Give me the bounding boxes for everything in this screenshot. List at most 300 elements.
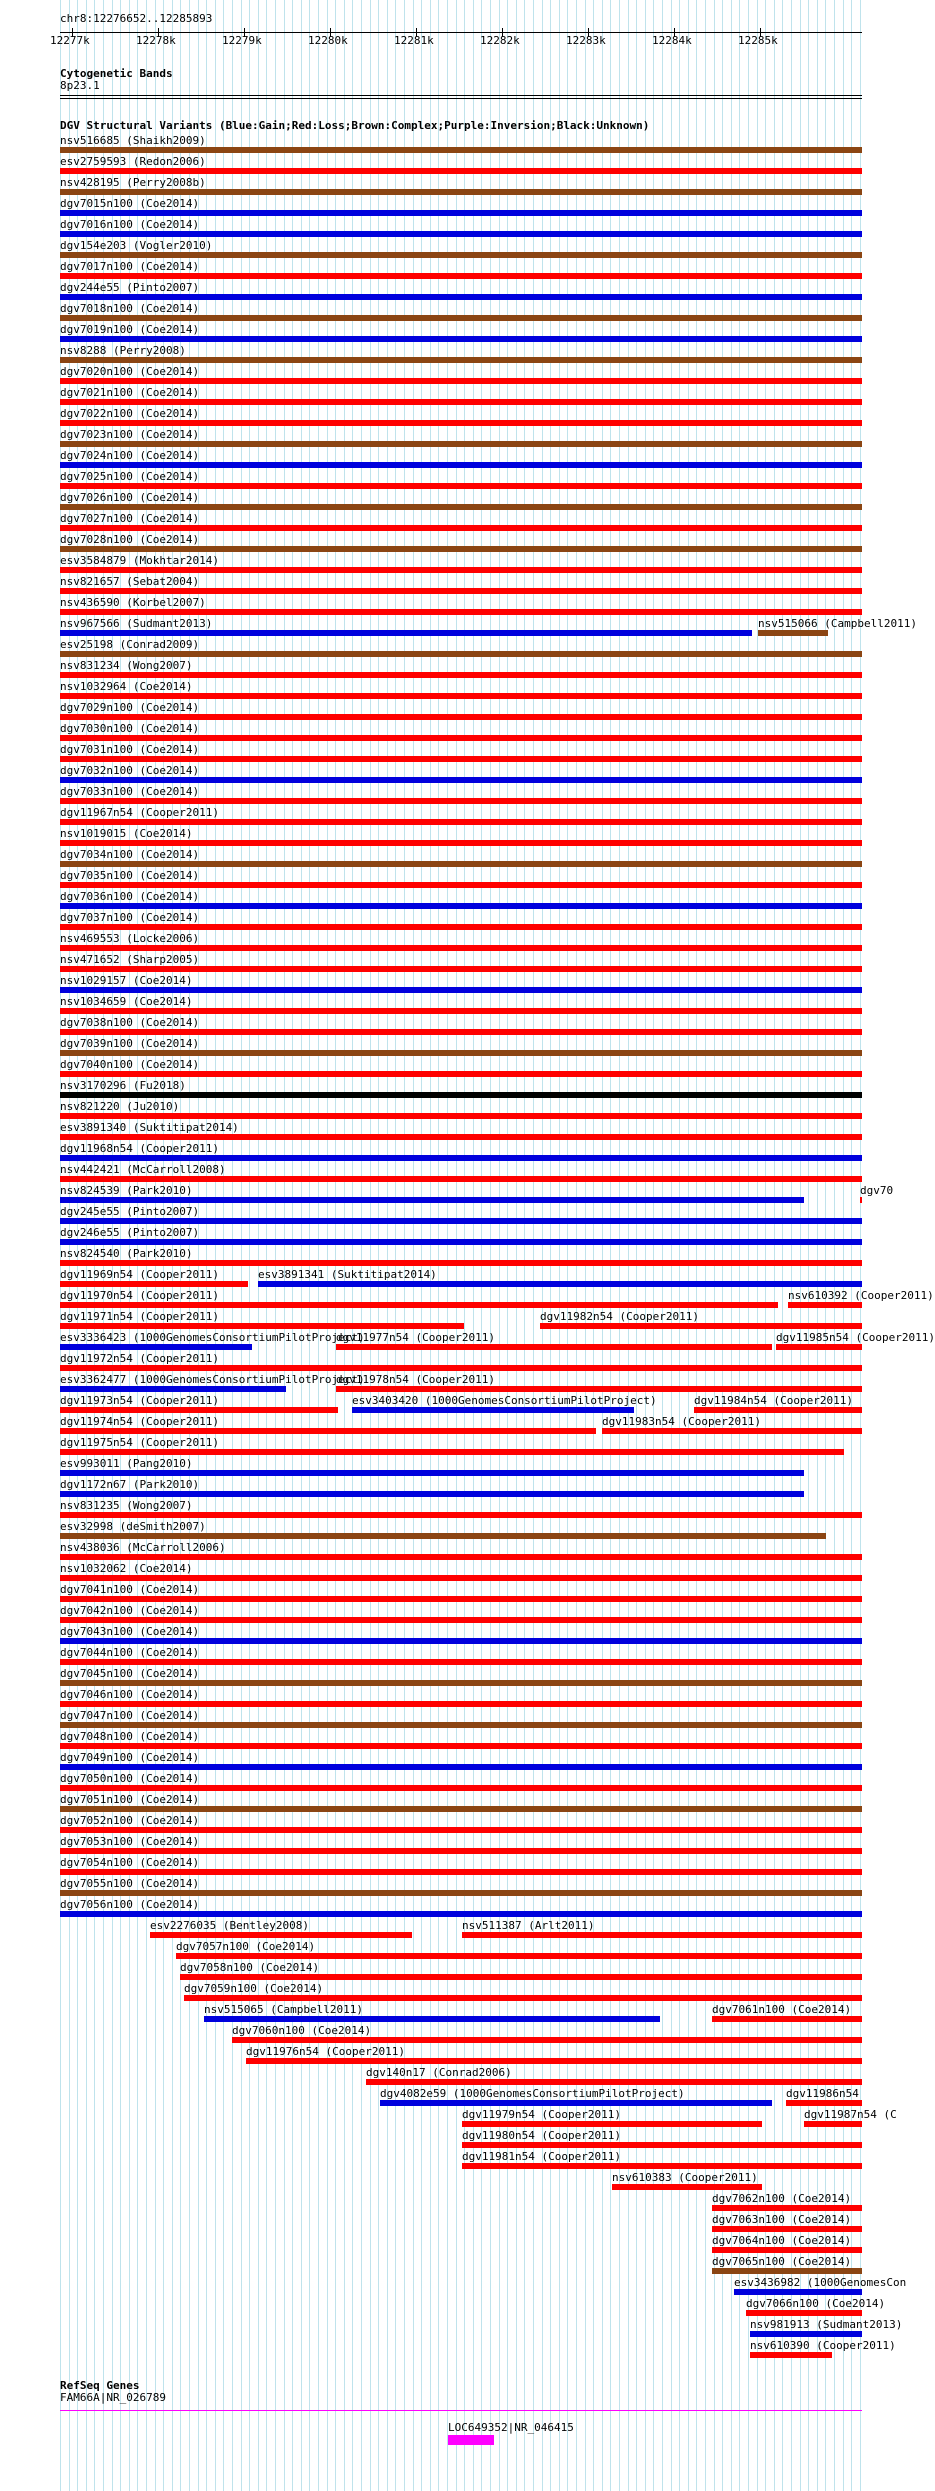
dgv-feature-label[interactable]: nsv471652 (Sharp2005) <box>60 953 200 966</box>
dgv-feature-bar[interactable] <box>336 1344 772 1350</box>
dgv-feature-bar[interactable] <box>60 588 862 594</box>
dgv-feature-bar[interactable] <box>612 2184 762 2190</box>
dgv-feature-bar[interactable] <box>60 1239 862 1245</box>
refseq-gene-label[interactable]: FAM66A|NR_026789 <box>60 2391 166 2404</box>
dgv-feature-label[interactable]: dgv7041n100 (Coe2014) <box>60 1583 200 1596</box>
grid-line <box>361 0 362 2491</box>
dgv-feature-bar[interactable] <box>60 1512 862 1518</box>
dgv-feature-label[interactable]: dgv7046n100 (Coe2014) <box>60 1688 200 1701</box>
dgv-feature-label[interactable]: dgv7064n100 (Coe2014) <box>712 2234 852 2247</box>
dgv-feature-label[interactable]: dgv7019n100 (Coe2014) <box>60 323 200 336</box>
dgv-feature-bar[interactable] <box>60 273 862 279</box>
dgv-feature-bar[interactable] <box>60 189 862 195</box>
dgv-feature-label[interactable]: nsv1019015 (Coe2014) <box>60 827 193 840</box>
grid-line <box>722 0 723 2491</box>
dgv-feature-label[interactable]: nsv981913 (Sudmant2013) <box>750 2318 903 2331</box>
dgv-feature-label[interactable]: dgv11982n54 (Cooper2011) <box>540 1310 699 1323</box>
dgv-feature-label[interactable]: dgv7059n100 (Coe2014) <box>184 1982 324 1995</box>
grid-line <box>284 0 285 2491</box>
dgv-feature-bar[interactable] <box>60 1701 862 1707</box>
dgv-feature-bar[interactable] <box>60 399 862 405</box>
dgv-feature-bar[interactable] <box>176 1953 862 1959</box>
dgv-feature-label[interactable]: esv32998 (deSmith2007) <box>60 1520 206 1533</box>
dgv-feature-bar[interactable] <box>712 2247 862 2253</box>
dgv-feature-bar[interactable] <box>758 630 828 636</box>
dgv-feature-label[interactable]: dgv7024n100 (Coe2014) <box>60 449 200 462</box>
dgv-feature-label[interactable]: dgv7047n100 (Coe2014) <box>60 1709 200 1722</box>
dgv-feature-label[interactable]: esv3362477 (1000GenomesConsortiumPilotProject) <box>60 1373 365 1386</box>
grid-line <box>387 0 388 2491</box>
dgv-feature-label[interactable]: dgv11981n54 (Cooper2011) <box>462 2150 621 2163</box>
dgv-feature-label[interactable]: dgv7043n100 (Coe2014) <box>60 1625 200 1638</box>
grid-line <box>791 0 792 2491</box>
dgv-feature-bar[interactable] <box>60 882 862 888</box>
dgv-feature-bar[interactable] <box>60 294 862 300</box>
dgv-feature-label[interactable]: nsv1029157 (Coe2014) <box>60 974 193 987</box>
dgv-feature-bar[interactable] <box>60 1806 862 1812</box>
grid-line <box>266 0 267 2491</box>
dgv-feature-bar[interactable] <box>60 1302 778 1308</box>
dgv-feature-bar[interactable] <box>60 1722 862 1728</box>
grid-line <box>438 0 439 2491</box>
dgv-feature-bar[interactable] <box>746 2310 862 2316</box>
dgv-track-title: DGV Structural Variants (Blue:Gain;Red:Loss;Brown:Complex;Purple:Inversion;Black:Unknown) <box>60 119 650 132</box>
grid-line <box>757 0 758 2491</box>
grid-line <box>223 0 224 2491</box>
refseq-track-title: RefSeq Genes <box>60 2379 140 2392</box>
grid-line <box>206 0 207 2491</box>
dgv-feature-bar[interactable] <box>60 231 862 237</box>
dgv-feature-label[interactable]: dgv7039n100 (Coe2014) <box>60 1037 200 1050</box>
dgv-feature-label[interactable]: dgv7066n100 (Coe2014) <box>746 2297 886 2310</box>
dgv-feature-label[interactable]: dgv7034n100 (Coe2014) <box>60 848 200 861</box>
grid-line <box>395 0 396 2491</box>
dgv-feature-label[interactable]: dgv7016n100 (Coe2014) <box>60 218 200 231</box>
grid-line <box>714 0 715 2491</box>
dgv-feature-bar[interactable] <box>60 1638 862 1644</box>
dgv-feature-bar[interactable] <box>60 1197 804 1203</box>
dgv-feature-label[interactable]: dgv11979n54 (Cooper2011) <box>462 2108 621 2121</box>
cytoband-bar-lower <box>60 98 862 99</box>
grid-line <box>671 0 672 2491</box>
dgv-feature-label[interactable]: nsv516685 (Shaikh2009) <box>60 134 206 147</box>
dgv-feature-bar[interactable] <box>150 1932 412 1938</box>
dgv-feature-bar[interactable] <box>60 147 862 153</box>
dgv-feature-label[interactable]: nsv438036 (McCarroll2006) <box>60 1541 226 1554</box>
dgv-feature-label[interactable]: dgv7052n100 (Coe2014) <box>60 1814 200 1827</box>
dgv-feature-label[interactable]: dgv7036n100 (Coe2014) <box>60 890 200 903</box>
dgv-feature-bar[interactable] <box>60 1386 286 1392</box>
dgv-feature-bar[interactable] <box>60 1071 862 1077</box>
dgv-feature-label[interactable]: dgv7027n100 (Coe2014) <box>60 512 200 525</box>
refseq-gene-block[interactable] <box>448 2435 494 2445</box>
dgv-feature-bar[interactable] <box>712 2016 862 2022</box>
ruler-tick-label: 12278k <box>136 34 176 47</box>
dgv-feature-bar[interactable] <box>60 840 862 846</box>
dgv-feature-label[interactable]: nsv967566 (Sudmant2013) <box>60 617 213 630</box>
grid-line <box>774 0 775 2491</box>
dgv-feature-bar[interactable] <box>60 651 862 657</box>
dgv-feature-label[interactable]: dgv7055n100 (Coe2014) <box>60 1877 200 1890</box>
dgv-feature-label[interactable]: dgv7025n100 (Coe2014) <box>60 470 200 483</box>
dgv-feature-bar[interactable] <box>60 1365 862 1371</box>
dgv-feature-label[interactable]: dgv244e55 (Pinto2007) <box>60 281 200 294</box>
dgv-feature-label[interactable]: dgv7030n100 (Coe2014) <box>60 722 200 735</box>
dgv-feature-bar[interactable] <box>60 1407 338 1413</box>
dgv-feature-bar[interactable] <box>60 1176 862 1182</box>
dgv-feature-label[interactable]: esv2276035 (Bentley2008) <box>150 1919 309 1932</box>
dgv-feature-bar[interactable] <box>788 1302 862 1308</box>
dgv-feature-bar[interactable] <box>712 2205 862 2211</box>
ruler-axis <box>60 32 862 33</box>
dgv-feature-bar[interactable] <box>60 357 862 363</box>
dgv-feature-bar[interactable] <box>462 2163 862 2169</box>
dgv-feature-bar[interactable] <box>60 1869 862 1875</box>
dgv-feature-bar[interactable] <box>60 1827 862 1833</box>
dgv-feature-label[interactable]: nsv831235 (Wong2007) <box>60 1499 193 1512</box>
grid-line <box>344 0 345 2491</box>
dgv-feature-bar[interactable] <box>60 1848 862 1854</box>
dgv-feature-label[interactable]: esv3436982 (1000GenomesCon <box>734 2276 907 2289</box>
dgv-feature-label[interactable]: esv3584879 (Mokhtar2014) <box>60 554 219 567</box>
dgv-feature-label[interactable]: esv25198 (Conrad2009) <box>60 638 200 651</box>
refseq-gene-line[interactable] <box>60 2410 862 2411</box>
dgv-feature-label[interactable]: dgv7065n100 (Coe2014) <box>712 2255 852 2268</box>
dgv-feature-bar[interactable] <box>60 1260 862 1266</box>
dgv-feature-label[interactable]: esv993011 (Pang2010) <box>60 1457 193 1470</box>
dgv-feature-bar[interactable] <box>352 1407 634 1413</box>
dgv-feature-label[interactable]: dgv11975n54 (Cooper2011) <box>60 1436 219 1449</box>
ruler-tick-label: 12281k <box>394 34 434 47</box>
dgv-feature-label[interactable]: nsv511387 (Arlt2011) <box>462 1919 595 1932</box>
dgv-feature-bar[interactable] <box>60 903 862 909</box>
dgv-feature-label[interactable]: dgv1172n67 (Park2010) <box>60 1478 200 1491</box>
dgv-feature-label[interactable]: nsv821657 (Sebat2004) <box>60 575 200 588</box>
dgv-feature-label[interactable]: dgv7057n100 (Coe2014) <box>176 1940 316 1953</box>
dgv-feature-bar[interactable] <box>60 777 862 783</box>
dgv-feature-label[interactable]: dgv11983n54 (Cooper2011) <box>602 1415 761 1428</box>
dgv-feature-label[interactable]: dgv7023n100 (Coe2014) <box>60 428 200 441</box>
dgv-feature-label[interactable]: dgv7049n100 (Coe2014) <box>60 1751 200 1764</box>
dgv-feature-bar[interactable] <box>60 924 862 930</box>
dgv-feature-bar[interactable] <box>60 462 862 468</box>
dgv-feature-bar[interactable] <box>60 546 862 552</box>
dgv-feature-bar[interactable] <box>734 2289 862 2295</box>
dgv-feature-bar[interactable] <box>60 630 752 636</box>
grid-line <box>739 0 740 2491</box>
dgv-feature-bar[interactable] <box>60 210 862 216</box>
dgv-feature-label[interactable]: nsv436590 (Korbel2007) <box>60 596 206 609</box>
dgv-feature-bar[interactable] <box>462 2121 762 2127</box>
dgv-feature-label[interactable]: dgv11986n54 <box>786 2087 859 2100</box>
dgv-feature-label[interactable]: dgv7033n100 (Coe2014) <box>60 785 200 798</box>
dgv-feature-bar[interactable] <box>804 2121 862 2127</box>
grid-line <box>309 0 310 2491</box>
dgv-feature-bar[interactable] <box>60 1113 862 1119</box>
dgv-feature-bar[interactable] <box>60 1281 248 1287</box>
dgv-feature-label[interactable]: dgv7040n100 (Coe2014) <box>60 1058 200 1071</box>
dgv-feature-bar[interactable] <box>540 1323 862 1329</box>
dgv-feature-bar[interactable] <box>60 1575 862 1581</box>
dgv-feature-label[interactable]: nsv428195 (Perry2008b) <box>60 176 206 189</box>
dgv-feature-label[interactable]: dgv11967n54 (Cooper2011) <box>60 806 219 819</box>
dgv-feature-bar[interactable] <box>750 2352 832 2358</box>
dgv-feature-label[interactable]: dgv246e55 (Pinto2007) <box>60 1226 200 1239</box>
dgv-feature-label[interactable]: dgv154e203 (Vogler2010) <box>60 239 213 252</box>
grid-line <box>456 0 457 2491</box>
dgv-feature-label[interactable]: dgv11978n54 (Cooper2011) <box>336 1373 495 1386</box>
dgv-feature-label[interactable]: dgv7038n100 (Coe2014) <box>60 1016 200 1029</box>
ruler-tick-label: 12277k <box>50 34 90 47</box>
dgv-feature-bar[interactable] <box>60 1428 596 1434</box>
dgv-feature-label[interactable]: dgv7032n100 (Coe2014) <box>60 764 200 777</box>
dgv-feature-bar[interactable] <box>60 1554 862 1560</box>
dgv-feature-bar[interactable] <box>204 2016 660 2022</box>
grid-line <box>645 0 646 2491</box>
dgv-feature-bar[interactable] <box>462 1932 862 1938</box>
dgv-feature-bar[interactable] <box>60 504 862 510</box>
dgv-feature-label[interactable]: esv3336423 (1000GenomesConsortiumPilotProject) <box>60 1331 365 1344</box>
dgv-feature-bar[interactable] <box>712 2226 862 2232</box>
dgv-feature-label[interactable]: nsv515065 (Campbell2011) <box>204 2003 363 2016</box>
dgv-feature-bar[interactable] <box>60 714 862 720</box>
dgv-feature-bar[interactable] <box>694 1407 862 1413</box>
dgv-feature-bar[interactable] <box>60 945 862 951</box>
dgv-feature-bar[interactable] <box>60 861 862 867</box>
dgv-feature-bar[interactable] <box>60 693 862 699</box>
dgv-feature-label[interactable]: dgv7020n100 (Coe2014) <box>60 365 200 378</box>
dgv-feature-bar[interactable] <box>60 1617 862 1623</box>
dgv-feature-bar[interactable] <box>60 1533 826 1539</box>
dgv-feature-bar[interactable] <box>60 819 862 825</box>
grid-line <box>249 0 250 2491</box>
dgv-feature-label[interactable]: dgv11987n54 (C <box>804 2108 897 2121</box>
dgv-feature-label[interactable]: dgv11976n54 (Cooper2011) <box>246 2045 405 2058</box>
dgv-feature-label[interactable]: dgv7054n100 (Coe2014) <box>60 1856 200 1869</box>
dgv-feature-label[interactable]: dgv11968n54 (Cooper2011) <box>60 1142 219 1155</box>
dgv-feature-label[interactable]: nsv824540 (Park2010) <box>60 1247 193 1260</box>
cytoband-bar[interactable] <box>60 95 862 96</box>
dgv-feature-bar[interactable] <box>180 1974 862 1980</box>
dgv-feature-bar[interactable] <box>60 672 862 678</box>
dgv-feature-label[interactable]: esv3891341 (Suktitipat2014) <box>258 1268 437 1281</box>
dgv-feature-label[interactable]: dgv7029n100 (Coe2014) <box>60 701 200 714</box>
position-label: chr8:12276652..12285893 <box>60 12 213 25</box>
dgv-feature-label[interactable]: dgv4082e59 (1000GenomesConsortiumPilotProject) <box>380 2087 685 2100</box>
dgv-feature-bar[interactable] <box>60 1680 862 1686</box>
grid-line <box>731 0 732 2491</box>
ruler-tick-label: 12283k <box>566 34 606 47</box>
dgv-feature-label[interactable]: dgv7021n100 (Coe2014) <box>60 386 200 399</box>
dgv-feature-label[interactable]: dgv7044n100 (Coe2014) <box>60 1646 200 1659</box>
grid-line <box>292 0 293 2491</box>
dgv-feature-bar[interactable] <box>712 2268 862 2274</box>
dgv-feature-bar[interactable] <box>60 1659 862 1665</box>
dgv-feature-bar[interactable] <box>60 798 862 804</box>
dgv-feature-label[interactable]: nsv610392 (Cooper2011) <box>788 1289 934 1302</box>
dgv-feature-bar[interactable] <box>60 1449 844 1455</box>
dgv-feature-label[interactable]: nsv824539 (Park2010) <box>60 1184 193 1197</box>
dgv-feature-label[interactable]: esv3403420 (1000GenomesConsortiumPilotProject) <box>352 1394 657 1407</box>
dgv-feature-label[interactable]: dgv11977n54 (Cooper2011) <box>336 1331 495 1344</box>
dgv-feature-label[interactable]: dgv140n17 (Conrad2006) <box>366 2066 512 2079</box>
dgv-feature-bar[interactable] <box>776 1344 862 1350</box>
dgv-feature-label[interactable]: dgv245e55 (Pinto2007) <box>60 1205 200 1218</box>
dgv-feature-bar[interactable] <box>60 1050 862 1056</box>
dgv-feature-label[interactable]: dgv7061n100 (Coe2014) <box>712 2003 852 2016</box>
dgv-feature-label[interactable]: dgv7035n100 (Coe2014) <box>60 869 200 882</box>
dgv-feature-label[interactable]: nsv3170296 (Fu2018) <box>60 1079 186 1092</box>
dgv-feature-bar[interactable] <box>184 1995 862 2001</box>
dgv-feature-label[interactable]: dgv7018n100 (Coe2014) <box>60 302 200 315</box>
dgv-feature-label[interactable]: dgv7017n100 (Coe2014) <box>60 260 200 273</box>
dgv-feature-label[interactable]: dgv11973n54 (Cooper2011) <box>60 1394 219 1407</box>
dgv-feature-label[interactable]: dgv70 <box>860 1184 894 1197</box>
dgv-feature-label[interactable]: nsv610383 (Cooper2011) <box>612 2171 758 2184</box>
grid-line <box>404 0 405 2491</box>
dgv-feature-bar[interactable] <box>258 1281 862 1287</box>
dgv-feature-bar[interactable] <box>60 168 862 174</box>
dgv-feature-bar[interactable] <box>60 336 862 342</box>
dgv-feature-bar[interactable] <box>60 1134 862 1140</box>
dgv-feature-label[interactable]: dgv7060n100 (Coe2014) <box>232 2024 372 2037</box>
dgv-feature-label[interactable]: nsv469553 (Locke2006) <box>60 932 200 945</box>
dgv-feature-bar[interactable] <box>860 1197 862 1203</box>
grid-line <box>653 0 654 2491</box>
dgv-feature-label[interactable]: dgv7045n100 (Coe2014) <box>60 1667 200 1680</box>
dgv-feature-label[interactable]: esv2759593 (Redon2006) <box>60 155 206 168</box>
dgv-feature-bar[interactable] <box>336 1386 862 1392</box>
grid-line <box>421 0 422 2491</box>
dgv-feature-label[interactable]: dgv7026n100 (Coe2014) <box>60 491 200 504</box>
dgv-feature-bar[interactable] <box>60 420 862 426</box>
dgv-feature-label[interactable]: dgv11971n54 (Cooper2011) <box>60 1310 219 1323</box>
dgv-feature-label[interactable]: dgv11970n54 (Cooper2011) <box>60 1289 219 1302</box>
dgv-feature-bar[interactable] <box>60 966 862 972</box>
grid-line <box>275 0 276 2491</box>
refseq-gene-label-2[interactable]: LOC649352|NR_046415 <box>448 2421 574 2434</box>
dgv-feature-bar[interactable] <box>750 2331 862 2337</box>
dgv-feature-bar[interactable] <box>60 1785 862 1791</box>
dgv-feature-label[interactable]: dgv7056n100 (Coe2014) <box>60 1898 200 1911</box>
ruler-tick-label: 12284k <box>652 34 692 47</box>
grid-line <box>318 0 319 2491</box>
dgv-feature-label[interactable]: nsv8288 (Perry2008) <box>60 344 186 357</box>
dgv-feature-label[interactable]: nsv1032062 (Coe2014) <box>60 1562 193 1575</box>
dgv-feature-label[interactable]: dgv7051n100 (Coe2014) <box>60 1793 200 1806</box>
dgv-feature-bar[interactable] <box>60 252 862 258</box>
ruler-tick-label: 12285k <box>738 34 778 47</box>
dgv-feature-bar[interactable] <box>60 1470 804 1476</box>
dgv-feature-label[interactable]: dgv11980n54 (Cooper2011) <box>462 2129 621 2142</box>
grid-line <box>370 0 371 2491</box>
grid-line <box>679 0 680 2491</box>
dgv-feature-label[interactable]: dgv11969n54 (Cooper2011) <box>60 1268 219 1281</box>
dgv-feature-label[interactable]: dgv7058n100 (Coe2014) <box>180 1961 320 1974</box>
dgv-feature-label[interactable]: nsv831234 (Wong2007) <box>60 659 193 672</box>
dgv-feature-label[interactable]: dgv7022n100 (Coe2014) <box>60 407 200 420</box>
dgv-feature-label[interactable]: dgv7053n100 (Coe2014) <box>60 1835 200 1848</box>
dgv-feature-bar[interactable] <box>786 2100 862 2106</box>
dgv-feature-label[interactable]: dgv7063n100 (Coe2014) <box>712 2213 852 2226</box>
dgv-feature-label[interactable]: dgv7028n100 (Coe2014) <box>60 533 200 546</box>
grid-line <box>782 0 783 2491</box>
grid-line <box>765 0 766 2491</box>
grid-line <box>335 0 336 2491</box>
dgv-feature-bar[interactable] <box>60 735 862 741</box>
dgv-feature-bar[interactable] <box>60 441 862 447</box>
dgv-feature-bar[interactable] <box>366 2079 862 2085</box>
dgv-feature-label[interactable]: esv3891340 (Suktitipat2014) <box>60 1121 239 1134</box>
dgv-feature-bar[interactable] <box>60 378 862 384</box>
dgv-feature-bar[interactable] <box>60 1491 804 1497</box>
grid-line <box>705 0 706 2491</box>
dgv-feature-bar[interactable] <box>60 1155 862 1161</box>
dgv-feature-bar[interactable] <box>60 609 862 615</box>
ruler-tick-label: 12280k <box>308 34 348 47</box>
dgv-feature-bar[interactable] <box>60 1890 862 1896</box>
dgv-feature-bar[interactable] <box>462 2142 862 2148</box>
dgv-feature-label[interactable]: dgv7062n100 (Coe2014) <box>712 2192 852 2205</box>
dgv-feature-label[interactable]: nsv1032964 (Coe2014) <box>60 680 193 693</box>
dgv-feature-bar[interactable] <box>60 567 862 573</box>
dgv-feature-bar[interactable] <box>60 987 862 993</box>
dgv-feature-bar[interactable] <box>60 1743 862 1749</box>
grid-line <box>662 0 663 2491</box>
grid-line <box>232 0 233 2491</box>
dgv-feature-label[interactable]: dgv7031n100 (Coe2014) <box>60 743 200 756</box>
dgv-feature-bar[interactable] <box>60 1008 862 1014</box>
dgv-feature-label[interactable]: dgv11972n54 (Cooper2011) <box>60 1352 219 1365</box>
dgv-feature-label[interactable]: dgv7037n100 (Coe2014) <box>60 911 200 924</box>
grid-line <box>258 0 259 2491</box>
dgv-feature-label[interactable]: nsv515066 (Campbell2011) <box>758 617 917 630</box>
dgv-feature-bar[interactable] <box>232 2037 862 2043</box>
dgv-feature-bar[interactable] <box>60 525 862 531</box>
dgv-feature-bar[interactable] <box>60 315 862 321</box>
dgv-feature-label[interactable]: dgv7050n100 (Coe2014) <box>60 1772 200 1785</box>
dgv-feature-label[interactable]: dgv11985n54 (Cooper2011) <box>776 1331 935 1344</box>
grid-line <box>301 0 302 2491</box>
grid-line <box>241 0 242 2491</box>
dgv-feature-bar[interactable] <box>60 1218 862 1224</box>
dgv-feature-bar[interactable] <box>60 1323 464 1329</box>
dgv-feature-bar[interactable] <box>380 2100 772 2106</box>
dgv-feature-label[interactable]: dgv7042n100 (Coe2014) <box>60 1604 200 1617</box>
dgv-feature-bar[interactable] <box>60 1764 862 1770</box>
ruler-tick-label: 12279k <box>222 34 262 47</box>
grid-line <box>688 0 689 2491</box>
dgv-feature-label[interactable]: dgv7015n100 (Coe2014) <box>60 197 200 210</box>
dgv-feature-label[interactable]: dgv11984n54 (Cooper2011) <box>694 1394 853 1407</box>
dgv-feature-label[interactable]: nsv1034659 (Coe2014) <box>60 995 193 1008</box>
dgv-feature-bar[interactable] <box>60 1596 862 1602</box>
dgv-feature-label[interactable]: nsv442421 (McCarroll2008) <box>60 1163 226 1176</box>
dgv-feature-bar[interactable] <box>60 483 862 489</box>
dgv-feature-label[interactable]: dgv7048n100 (Coe2014) <box>60 1730 200 1743</box>
dgv-feature-bar[interactable] <box>246 2058 862 2064</box>
dgv-feature-bar[interactable] <box>60 756 862 762</box>
dgv-feature-label[interactable]: nsv821220 (Ju2010) <box>60 1100 180 1113</box>
dgv-feature-label[interactable]: dgv11974n54 (Cooper2011) <box>60 1415 219 1428</box>
grid-line <box>378 0 379 2491</box>
dgv-feature-bar[interactable] <box>60 1029 862 1035</box>
dgv-feature-bar[interactable] <box>60 1911 862 1917</box>
dgv-feature-bar[interactable] <box>60 1092 862 1098</box>
dgv-feature-bar[interactable] <box>602 1428 862 1434</box>
dgv-feature-label[interactable]: nsv610390 (Cooper2011) <box>750 2339 896 2352</box>
dgv-feature-bar[interactable] <box>60 1344 252 1350</box>
